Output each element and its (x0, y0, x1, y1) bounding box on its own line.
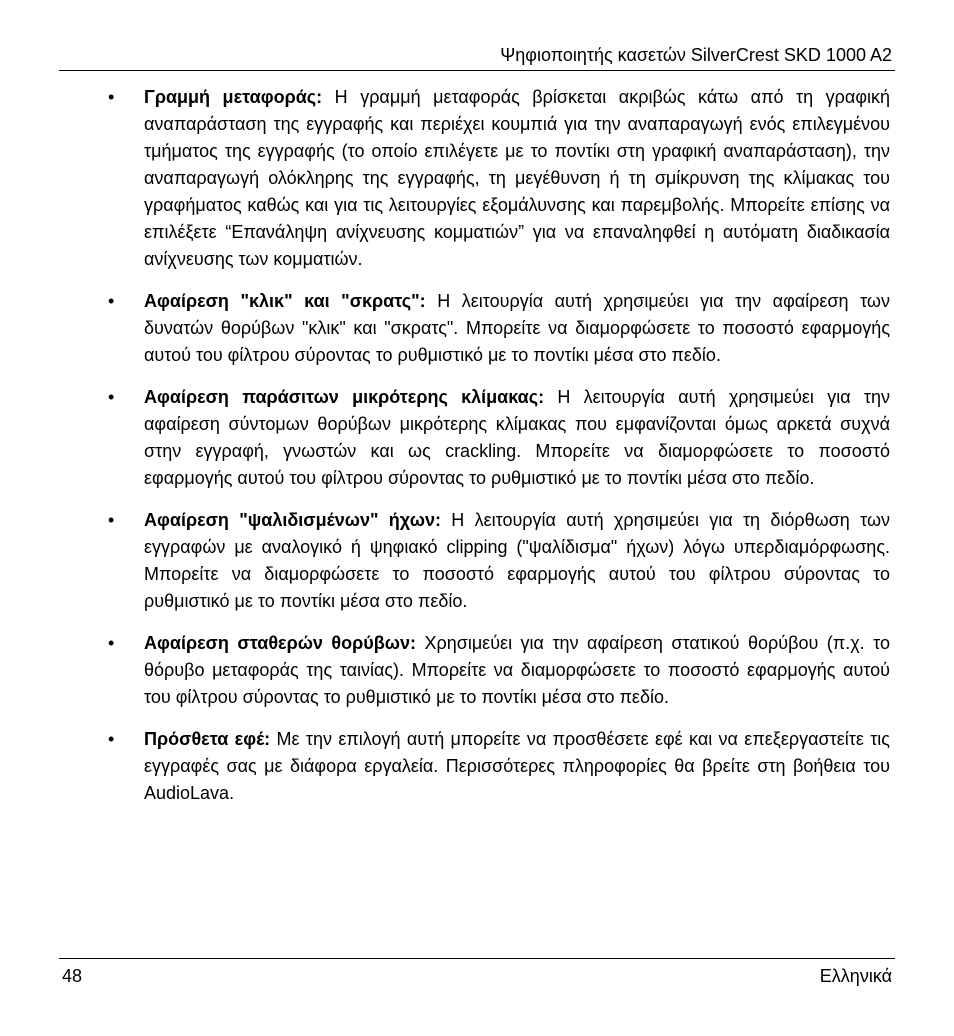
list-item-heading: Αφαίρεση σταθερών θορύβων: (144, 633, 416, 653)
bullet-list (108, 84, 890, 822)
list-item-body: Η λειτουργία αυτή χρησιμεύει για την αφαίρεση σύντομων θορύβων μικρότερης κλίμακας που εμφανίζονται όμως αρκετά συχνά στην εγγραφή, γνωστών και ως crackling. Μπορείτε να διαμορφώσετε το ποσοστό εφαρμογής αυτού του φίλτρου σύροντας το ρυθμιστικό με το ποντίκι μέσα στο πεδίο. (144, 387, 890, 488)
list-item (108, 507, 890, 615)
page-number: 48 (62, 966, 83, 986)
list-item-text (144, 84, 890, 273)
list-item-heading: Αφαίρεση "κλικ" και "σκρατς": (144, 291, 426, 311)
list-item (108, 288, 890, 369)
list-item-body: Η λειτουργία αυτή χρησιμεύει για τη διόρθωση των εγγραφών με αναλογικό ή ψηφιακό clipping ("ψαλίδισμα" ήχων) λόγω υπερδιαμόρφωσης. Μπορείτε να διαμορφώσετε το ποσοστό εφαρμογής αυτού του φίλτρου σύροντας το ρυθμιστικό με το ποντίκι μέσα στο πεδίο. (144, 510, 891, 611)
list-item-body: Η γραμμή μεταφοράς βρίσκεται ακριβώς κάτω από τη γραφική αναπαράσταση της εγγραφής και περιέχει κουμπιά για την αναπαραγωγή ενός επιλεγμένου τμήματος της εγγραφής (το οποίο επιλέγετε με το ποντίκι στη γραφική αναπαράσταση), την αναπαραγωγή ολόκληρης της εγγραφής, τη μεγέθυνση ή τη σμίκρυνση της κλίμακας του γραφήματος καθώς και για τις λειτουργίες εξομάλυνσης και παρεμβολής. Μπορείτε επίσης να επιλέξετε “Επανάληψη ανίχνευσης κομματιών” για να επαναληφθεί η αυτόματη διαδικασία ανίχνευσης των κομματιών. (144, 87, 890, 269)
bullet-icon: • (108, 291, 115, 311)
list-item-body: Με την επιλογή αυτή μπορείτε να προσθέσετε εφέ και να επεξεργαστείτε τις εγγραφές σας με διάφορα εργαλεία. Περισσότερες πληροφορίες θα βρείτε στη βοήθεια του AudioLava. (144, 729, 890, 803)
footer-language: Ελληνικά (819, 966, 892, 986)
list-item-text (144, 630, 890, 711)
bullet-icon: • (108, 87, 115, 107)
list-item-heading: Αφαίρεση παράσιτων μικρότερης κλίμακας: (144, 387, 545, 407)
header-divider (59, 70, 895, 71)
list-item-text (144, 507, 890, 615)
bullet-icon: • (108, 729, 115, 749)
list-item (108, 630, 890, 711)
footer-divider (59, 958, 895, 959)
list-item-body: Χρησιμεύει για την αφαίρεση στατικού θορύβου (π.χ. το θόρυβο μεταφοράς της ταινίας). Μπορείτε να διαμορφώσετε το ποσοστό εφαρμογής αυτού του φίλτρου σύροντας το ρυθμιστικό με το ποντίκι μέσα στο πεδίο. (144, 633, 891, 707)
list-item-heading: Γραμμή μεταφοράς: (144, 87, 323, 107)
bullet-icon: • (108, 510, 115, 530)
list-item (108, 384, 890, 492)
list-item (108, 84, 890, 273)
list-item-text (144, 384, 890, 492)
list-item-heading: Πρόσθετα εφέ: (144, 729, 271, 749)
list-item (108, 726, 890, 807)
page-header-title: Ψηφιοποιητής κασετών SilverCrest SKD 1000 A2 (500, 45, 892, 65)
bullet-icon: • (108, 387, 115, 407)
list-item-text (144, 726, 890, 807)
bullet-icon: • (108, 633, 115, 653)
list-item-body: Η λειτουργία αυτή χρησιμεύει για την αφαίρεση των δυνατών θορύβων "κλικ" και "σκρατς". Μπορείτε να διαμορφώσετε το ποσοστό εφαρμογής αυτού του φίλτρου σύροντας το ρυθμιστικό με το ποντίκι μέσα στο πεδίο. (144, 291, 890, 365)
list-item-text (144, 288, 890, 369)
list-item-heading: Αφαίρεση "ψαλιδισμένων" ήχων: (144, 510, 441, 530)
